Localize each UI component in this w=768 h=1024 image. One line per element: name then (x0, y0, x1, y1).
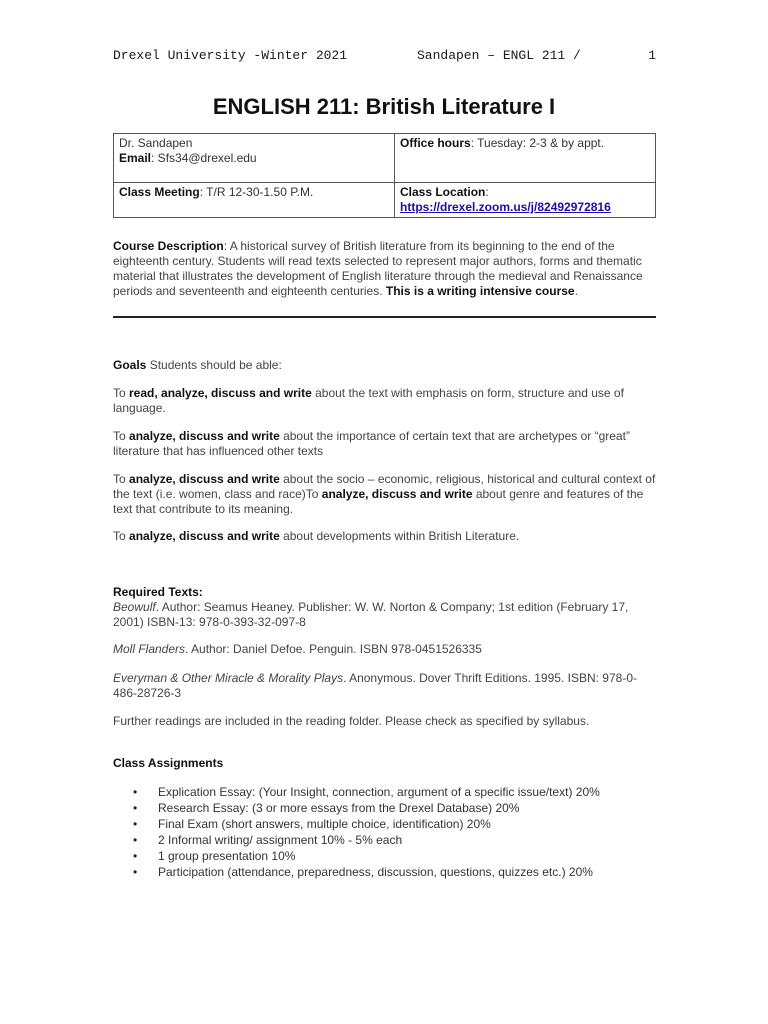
bullet-icon: • (133, 817, 138, 831)
page-header (113, 48, 656, 66)
everyman-details: . Anonymous. Dover Thrift Editions. 1995. ISBN: 978-0-486-28726-3 (113, 671, 637, 700)
instructor-email (119, 151, 389, 166)
bullet-icon: • (133, 833, 138, 847)
course-description-text: : A historical survey of British literature from its beginning to the end of the eighteenth century. Students will read texts selected to represent major authors, forms and thematic material that illustrates the development of English literature through the medieval and Renaissance periods and seventeenth and eighteenth centuries. (113, 239, 643, 298)
goal-item-4 (113, 529, 656, 544)
goal-3-prefix: To (113, 472, 130, 486)
goal-2-text: about the importance of certain text that are archetypes or “great” literature that has influenced other texts (113, 429, 630, 458)
required-texts (113, 585, 656, 630)
header-university: Drexel University -Winter 2021 (113, 48, 348, 63)
email-label: Email (119, 151, 152, 165)
required-text-everyman (113, 671, 656, 701)
list-item (113, 864, 656, 880)
moll-flanders-title: Moll Flanders (113, 642, 186, 656)
assignment-text: Final Exam (short answers, multiple choice, identification) 20% (158, 817, 491, 831)
required-text-beowulf (113, 600, 656, 630)
header-course: Sandapen – ENGL 211 / (417, 48, 581, 63)
further-readings-text: Further readings are included in the reading folder. Please check as specified by syllabus. (113, 714, 590, 728)
course-info-table (113, 133, 656, 218)
bullet-icon: • (133, 785, 138, 799)
further-readings-note (113, 714, 656, 729)
document-title: ENGLISH 211: British Literature I (212, 94, 556, 119)
list-item (113, 784, 656, 800)
header-page-number: 1 (648, 48, 656, 63)
goal-3-text-end: about genre and features of the text that contribute to its meaning. (113, 487, 644, 516)
required-text-moll-flanders (113, 642, 656, 657)
goal-2-prefix: To (113, 429, 130, 443)
office-hours-cell (395, 134, 656, 183)
goal-3-emphasis: analyze, discuss and write (129, 472, 280, 486)
office-hours-value: : Tuesday: 2-3 & by appt. (470, 136, 605, 150)
assignment-text: Explication Essay: (Your Insight, connection, argument of a specific issue/text) 20% (158, 785, 600, 799)
goal-4-emphasis: analyze, discuss and write (129, 529, 280, 543)
goals-intro (113, 358, 656, 373)
class-meeting-label: Class Meeting (119, 185, 200, 199)
assignment-text: 1 group presentation 10% (158, 849, 296, 863)
moll-flanders-details: . Author: Daniel Defoe. Penguin. ISBN 978-0451526335 (185, 642, 482, 656)
beowulf-title: Beowulf (113, 600, 156, 614)
goal-1-emphasis: read, analyze, discuss and write (129, 386, 312, 400)
class-location-label: Class Location (400, 185, 486, 199)
email-value: : Sfs34@drexel.edu (151, 151, 257, 165)
zoom-link[interactable]: https://drexel.zoom.us/j/82492972816 (400, 200, 611, 214)
beowulf-details: . Author: Seamus Heaney. Publisher: W. W. Norton & Company; 1st edition (February 17, 2001) ISBN-13: 978-0-393-32-097-8 (113, 600, 629, 629)
assignment-text: Research Essay: (3 or more essays from the Drexel Database) 20% (158, 801, 520, 815)
goal-3-emphasis-2: analyze, discuss and write (321, 487, 473, 501)
bullet-icon: • (133, 865, 138, 879)
goal-2-emphasis: analyze, discuss and write (129, 429, 280, 443)
list-item (113, 816, 656, 832)
section-divider (113, 316, 656, 318)
list-item (113, 848, 656, 864)
goals-label: Goals (113, 358, 147, 372)
info-row-meeting (114, 183, 656, 218)
class-meeting-cell (114, 183, 395, 218)
required-texts-heading: Required Texts: (113, 585, 203, 599)
office-hours-label: Office hours (400, 136, 471, 150)
bullet-icon: • (133, 801, 138, 815)
assignment-text: 2 Informal writing/ assignment 10% - 5% each (158, 833, 403, 847)
goal-1-prefix: To (113, 386, 130, 400)
course-description-end: . (574, 284, 578, 298)
assignment-text: Participation (attendance, preparedness, discussion, questions, quizzes etc.) 20% (158, 865, 593, 879)
everyman-title: Everyman & Other Miracle & Morality Plays (113, 671, 344, 685)
info-row-contact (114, 134, 656, 183)
goals-intro-text: Students should be able: (146, 358, 282, 372)
list-item (113, 800, 656, 816)
goal-3-text: about the socio – economic, religious, historical and cultural context of the text (i.e. women, class and race)To (113, 472, 656, 501)
goal-item-3 (113, 472, 656, 517)
bullet-icon: • (133, 849, 138, 863)
class-location-cell (395, 183, 656, 218)
list-item (113, 832, 656, 848)
instructor-cell (114, 134, 395, 183)
class-assignments-heading (113, 756, 656, 771)
course-description (113, 239, 656, 299)
instructor-name: Dr. Sandapen (119, 136, 193, 150)
course-description-label: Course Description (113, 239, 224, 253)
assignment-list (113, 784, 656, 880)
writing-intensive-note: This is a writing intensive course (385, 284, 575, 298)
class-meeting-value: : T/R 12-30-1.50 P.M. (199, 185, 314, 199)
class-assignments-title: Class Assignments (113, 756, 224, 770)
goal-1-text: about the text with emphasis on form, structure and use of language. (113, 386, 624, 415)
goal-4-text: about developments within British Literature. (279, 529, 520, 543)
goal-item-1 (113, 386, 656, 416)
goal-4-prefix: To (113, 529, 130, 543)
class-location-colon: : (485, 185, 489, 199)
goal-item-2 (113, 429, 656, 459)
